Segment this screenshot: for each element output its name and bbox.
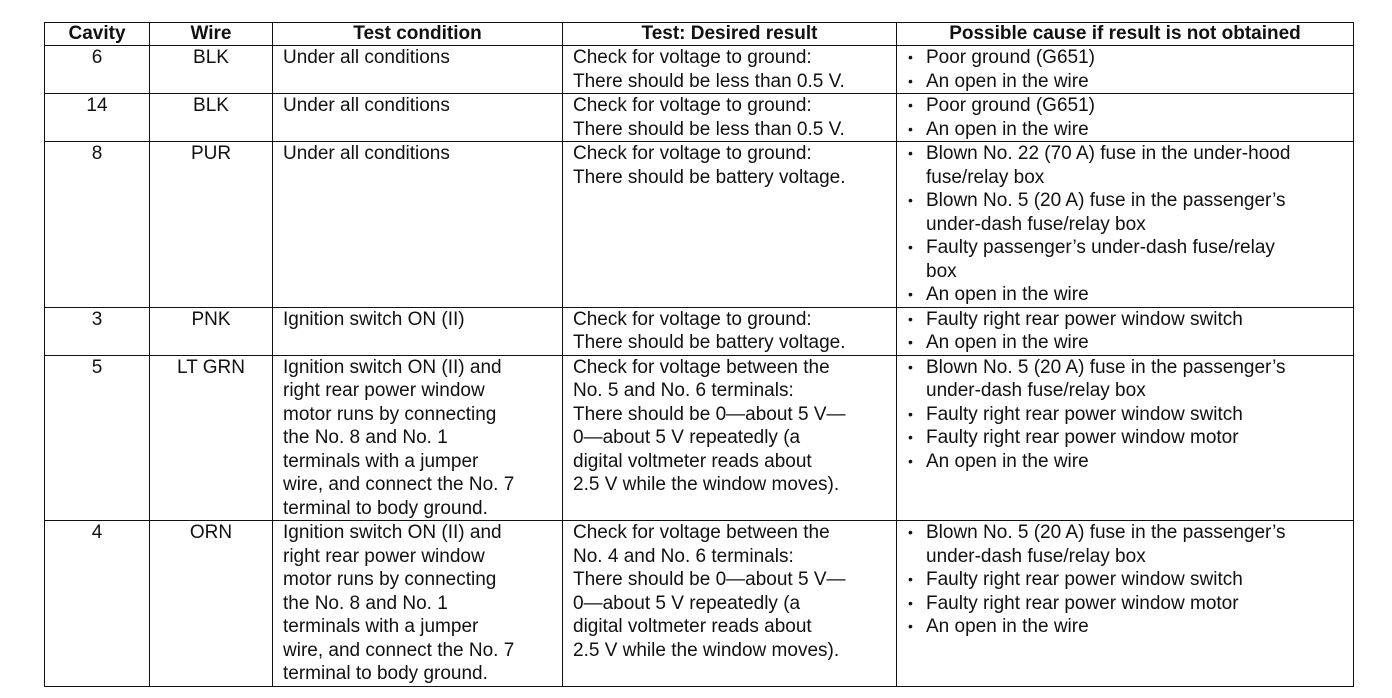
test-condition-line: wire, and connect the No. 7: [283, 639, 515, 661]
possible-cause-cell: [897, 142, 1354, 308]
possible-cause-line: under-dash fuse/relay box: [926, 380, 1146, 401]
test-condition-line: motor runs by connecting: [283, 569, 497, 590]
test-condition-line: Ignition switch ON (II): [283, 308, 465, 330]
possible-cause-line: An open in the wire: [926, 284, 1089, 305]
possible-cause-item: [907, 450, 1347, 474]
desired-result-cell: [563, 355, 897, 521]
possible-cause-line: fuse/relay box: [926, 166, 1045, 188]
table-row: [45, 46, 1354, 94]
test-condition-cell: [273, 142, 563, 308]
desired-result-line: There should be less than 0.5 V.: [573, 118, 845, 140]
cavity-cell: 3: [45, 307, 150, 355]
possible-cause-line: Faulty right rear power window switch: [926, 308, 1243, 330]
table-body: [45, 46, 1354, 687]
possible-cause-line: Poor ground (G651): [926, 95, 1095, 116]
bullet-icon: •: [908, 405, 913, 422]
header-desired-result: Test: Desired result: [563, 23, 897, 46]
test-condition-line: Ignition switch ON (II) and: [283, 356, 502, 378]
possible-cause-line: An open in the wire: [926, 616, 1089, 637]
test-condition-line: Ignition switch ON (II) and: [283, 522, 502, 543]
test-condition-line: right rear power window: [283, 380, 485, 401]
possible-cause-item: [907, 94, 1347, 118]
possible-cause-line: box: [926, 260, 957, 282]
bullet-icon: •: [908, 192, 913, 208]
possible-cause-item: [907, 521, 1347, 568]
desired-result-line: There should be battery voltage.: [573, 332, 846, 353]
desired-result-line: Check for voltage to ground:: [573, 47, 812, 68]
bullet-icon: •: [908, 358, 913, 375]
possible-cause-item: [907, 308, 1347, 332]
test-condition-line: right rear power window: [283, 545, 485, 567]
wire-cell: ORN: [150, 521, 273, 687]
bullet-icon: •: [908, 524, 913, 540]
bullet-icon: •: [908, 239, 913, 255]
test-condition-line: terminals with a jumper: [283, 616, 479, 637]
test-condition-cell: [273, 94, 563, 142]
table-row: [45, 307, 1354, 355]
cavity-cell: 4: [45, 521, 150, 687]
possible-cause-item: [907, 615, 1347, 639]
possible-cause-line: Blown No. 5 (20 A) fuse in the passenger’s: [926, 522, 1286, 543]
possible-cause-item: [907, 46, 1347, 70]
test-condition-line: wire, and connect the No. 7: [283, 474, 515, 495]
test-condition-line: Under all conditions: [283, 143, 450, 164]
desired-result-cell: [563, 46, 897, 94]
bullet-icon: •: [908, 452, 913, 469]
troubleshooting-table-container: [44, 22, 1353, 687]
bullet-icon: •: [908, 120, 913, 137]
test-condition-line: the No. 8 and No. 1: [283, 427, 448, 448]
bullet-icon: •: [908, 618, 913, 634]
possible-cause-line: Faulty passenger’s under-dash fuse/relay: [926, 237, 1275, 258]
possible-cause-item: [907, 426, 1347, 450]
desired-result-cell: [563, 521, 897, 687]
cavity-cell: 5: [45, 355, 150, 521]
possible-cause-line: Blown No. 5 (20 A) fuse in the passenger’s: [926, 356, 1286, 378]
possible-cause-item: [907, 189, 1347, 236]
test-condition-cell: [273, 307, 563, 355]
desired-result-line: digital voltmeter reads about: [573, 450, 812, 472]
desired-result-line: There should be battery voltage.: [573, 166, 846, 188]
test-condition-cell: [273, 355, 563, 521]
header-possible-cause: Possible cause if result is not obtained: [897, 23, 1354, 46]
table-header: [45, 23, 1354, 46]
table-row: [45, 521, 1354, 687]
table-row: [45, 355, 1354, 521]
possible-cause-line: Faulty right rear power window switch: [926, 403, 1243, 425]
test-condition-cell: [273, 521, 563, 687]
possible-cause-line: An open in the wire: [926, 70, 1089, 92]
header-test-condition: Test condition: [273, 23, 563, 46]
test-condition-line: terminals with a jumper: [283, 450, 479, 472]
bullet-icon: •: [908, 97, 913, 113]
header-cavity: Cavity: [45, 23, 150, 46]
test-condition-line: Under all conditions: [283, 95, 450, 116]
desired-result-line: There should be less than 0.5 V.: [573, 70, 845, 92]
bullet-icon: •: [908, 72, 913, 89]
desired-result-line: No. 4 and No. 6 terminals:: [573, 545, 794, 567]
possible-cause-line: Blown No. 5 (20 A) fuse in the passenger’s: [926, 190, 1286, 211]
desired-result-cell: [563, 307, 897, 355]
bullet-icon: •: [908, 49, 913, 65]
possible-cause-item: [907, 283, 1347, 307]
wire-cell: BLK: [150, 94, 273, 142]
desired-result-line: digital voltmeter reads about: [573, 616, 812, 637]
possible-cause-cell: [897, 94, 1354, 142]
possible-cause-line: An open in the wire: [926, 450, 1089, 472]
table-row: [45, 94, 1354, 142]
cavity-cell: 14: [45, 94, 150, 142]
possible-cause-item: [907, 568, 1347, 592]
bullet-icon: •: [908, 310, 913, 327]
desired-result-line: Check for voltage to ground:: [573, 95, 812, 116]
possible-cause-line: under-dash fuse/relay box: [926, 545, 1146, 567]
possible-cause-line: An open in the wire: [926, 118, 1089, 140]
possible-cause-item: [907, 592, 1347, 616]
possible-cause-line: under-dash fuse/relay box: [926, 213, 1146, 235]
possible-cause-line: Poor ground (G651): [926, 47, 1095, 68]
troubleshooting-table: [44, 22, 1354, 687]
desired-result-line: Check for voltage to ground:: [573, 143, 812, 164]
desired-result-line: 0—about 5 V repeatedly (a: [573, 592, 801, 614]
table-row: [45, 142, 1354, 308]
possible-cause-cell: [897, 307, 1354, 355]
possible-cause-list: [907, 94, 1347, 141]
possible-cause-line: An open in the wire: [926, 332, 1089, 353]
desired-result-line: 2.5 V while the window moves).: [573, 474, 840, 495]
possible-cause-item: [907, 331, 1347, 355]
possible-cause-item: [907, 236, 1347, 283]
header-wire: Wire: [150, 23, 273, 46]
bullet-icon: •: [908, 334, 913, 350]
wire-cell: LT GRN: [150, 355, 273, 521]
bullet-icon: •: [908, 571, 913, 587]
possible-cause-line: Faulty right rear power window motor: [926, 592, 1239, 614]
desired-result-cell: [563, 142, 897, 308]
cavity-cell: 8: [45, 142, 150, 308]
cavity-cell: 6: [45, 46, 150, 94]
possible-cause-list: [907, 142, 1347, 307]
desired-result-cell: [563, 94, 897, 142]
bullet-icon: •: [908, 286, 913, 302]
desired-result-line: There should be 0—about 5 V—: [573, 569, 846, 590]
desired-result-line: No. 5 and No. 6 terminals:: [573, 380, 794, 401]
possible-cause-line: Faulty right rear power window switch: [926, 569, 1243, 590]
desired-result-line: Check for voltage between the: [573, 522, 830, 543]
possible-cause-cell: [897, 355, 1354, 521]
possible-cause-item: [907, 70, 1347, 94]
possible-cause-item: [907, 142, 1347, 189]
possible-cause-list: [907, 356, 1347, 474]
wire-cell: PUR: [150, 142, 273, 308]
desired-result-line: Check for voltage to ground:: [573, 308, 812, 330]
wire-cell: PNK: [150, 307, 273, 355]
possible-cause-item: [907, 403, 1347, 427]
possible-cause-list: [907, 46, 1347, 93]
possible-cause-item: [907, 118, 1347, 142]
test-condition-cell: [273, 46, 563, 94]
desired-result-line: There should be 0—about 5 V—: [573, 403, 846, 425]
possible-cause-line: Faulty right rear power window motor: [926, 427, 1239, 448]
test-condition-line: motor runs by connecting: [283, 403, 497, 425]
bullet-icon: •: [908, 594, 913, 611]
possible-cause-list: [907, 308, 1347, 355]
possible-cause-line: Blown No. 22 (70 A) fuse in the under-hood: [926, 143, 1291, 164]
wire-cell: BLK: [150, 46, 273, 94]
desired-result-line: 2.5 V while the window moves).: [573, 639, 840, 661]
possible-cause-item: [907, 356, 1347, 403]
possible-cause-cell: [897, 46, 1354, 94]
possible-cause-list: [907, 521, 1347, 639]
desired-result-line: 0—about 5 V repeatedly (a: [573, 427, 801, 448]
desired-result-line: Check for voltage between the: [573, 356, 830, 378]
test-condition-line: the No. 8 and No. 1: [283, 592, 448, 614]
test-condition-line: terminal to body ground.: [283, 663, 488, 684]
test-condition-line: terminal to body ground.: [283, 497, 488, 519]
bullet-icon: •: [908, 429, 913, 445]
possible-cause-cell: [897, 521, 1354, 687]
test-condition-line: Under all conditions: [283, 47, 450, 68]
header-row: [45, 23, 1354, 46]
bullet-icon: •: [908, 145, 913, 161]
